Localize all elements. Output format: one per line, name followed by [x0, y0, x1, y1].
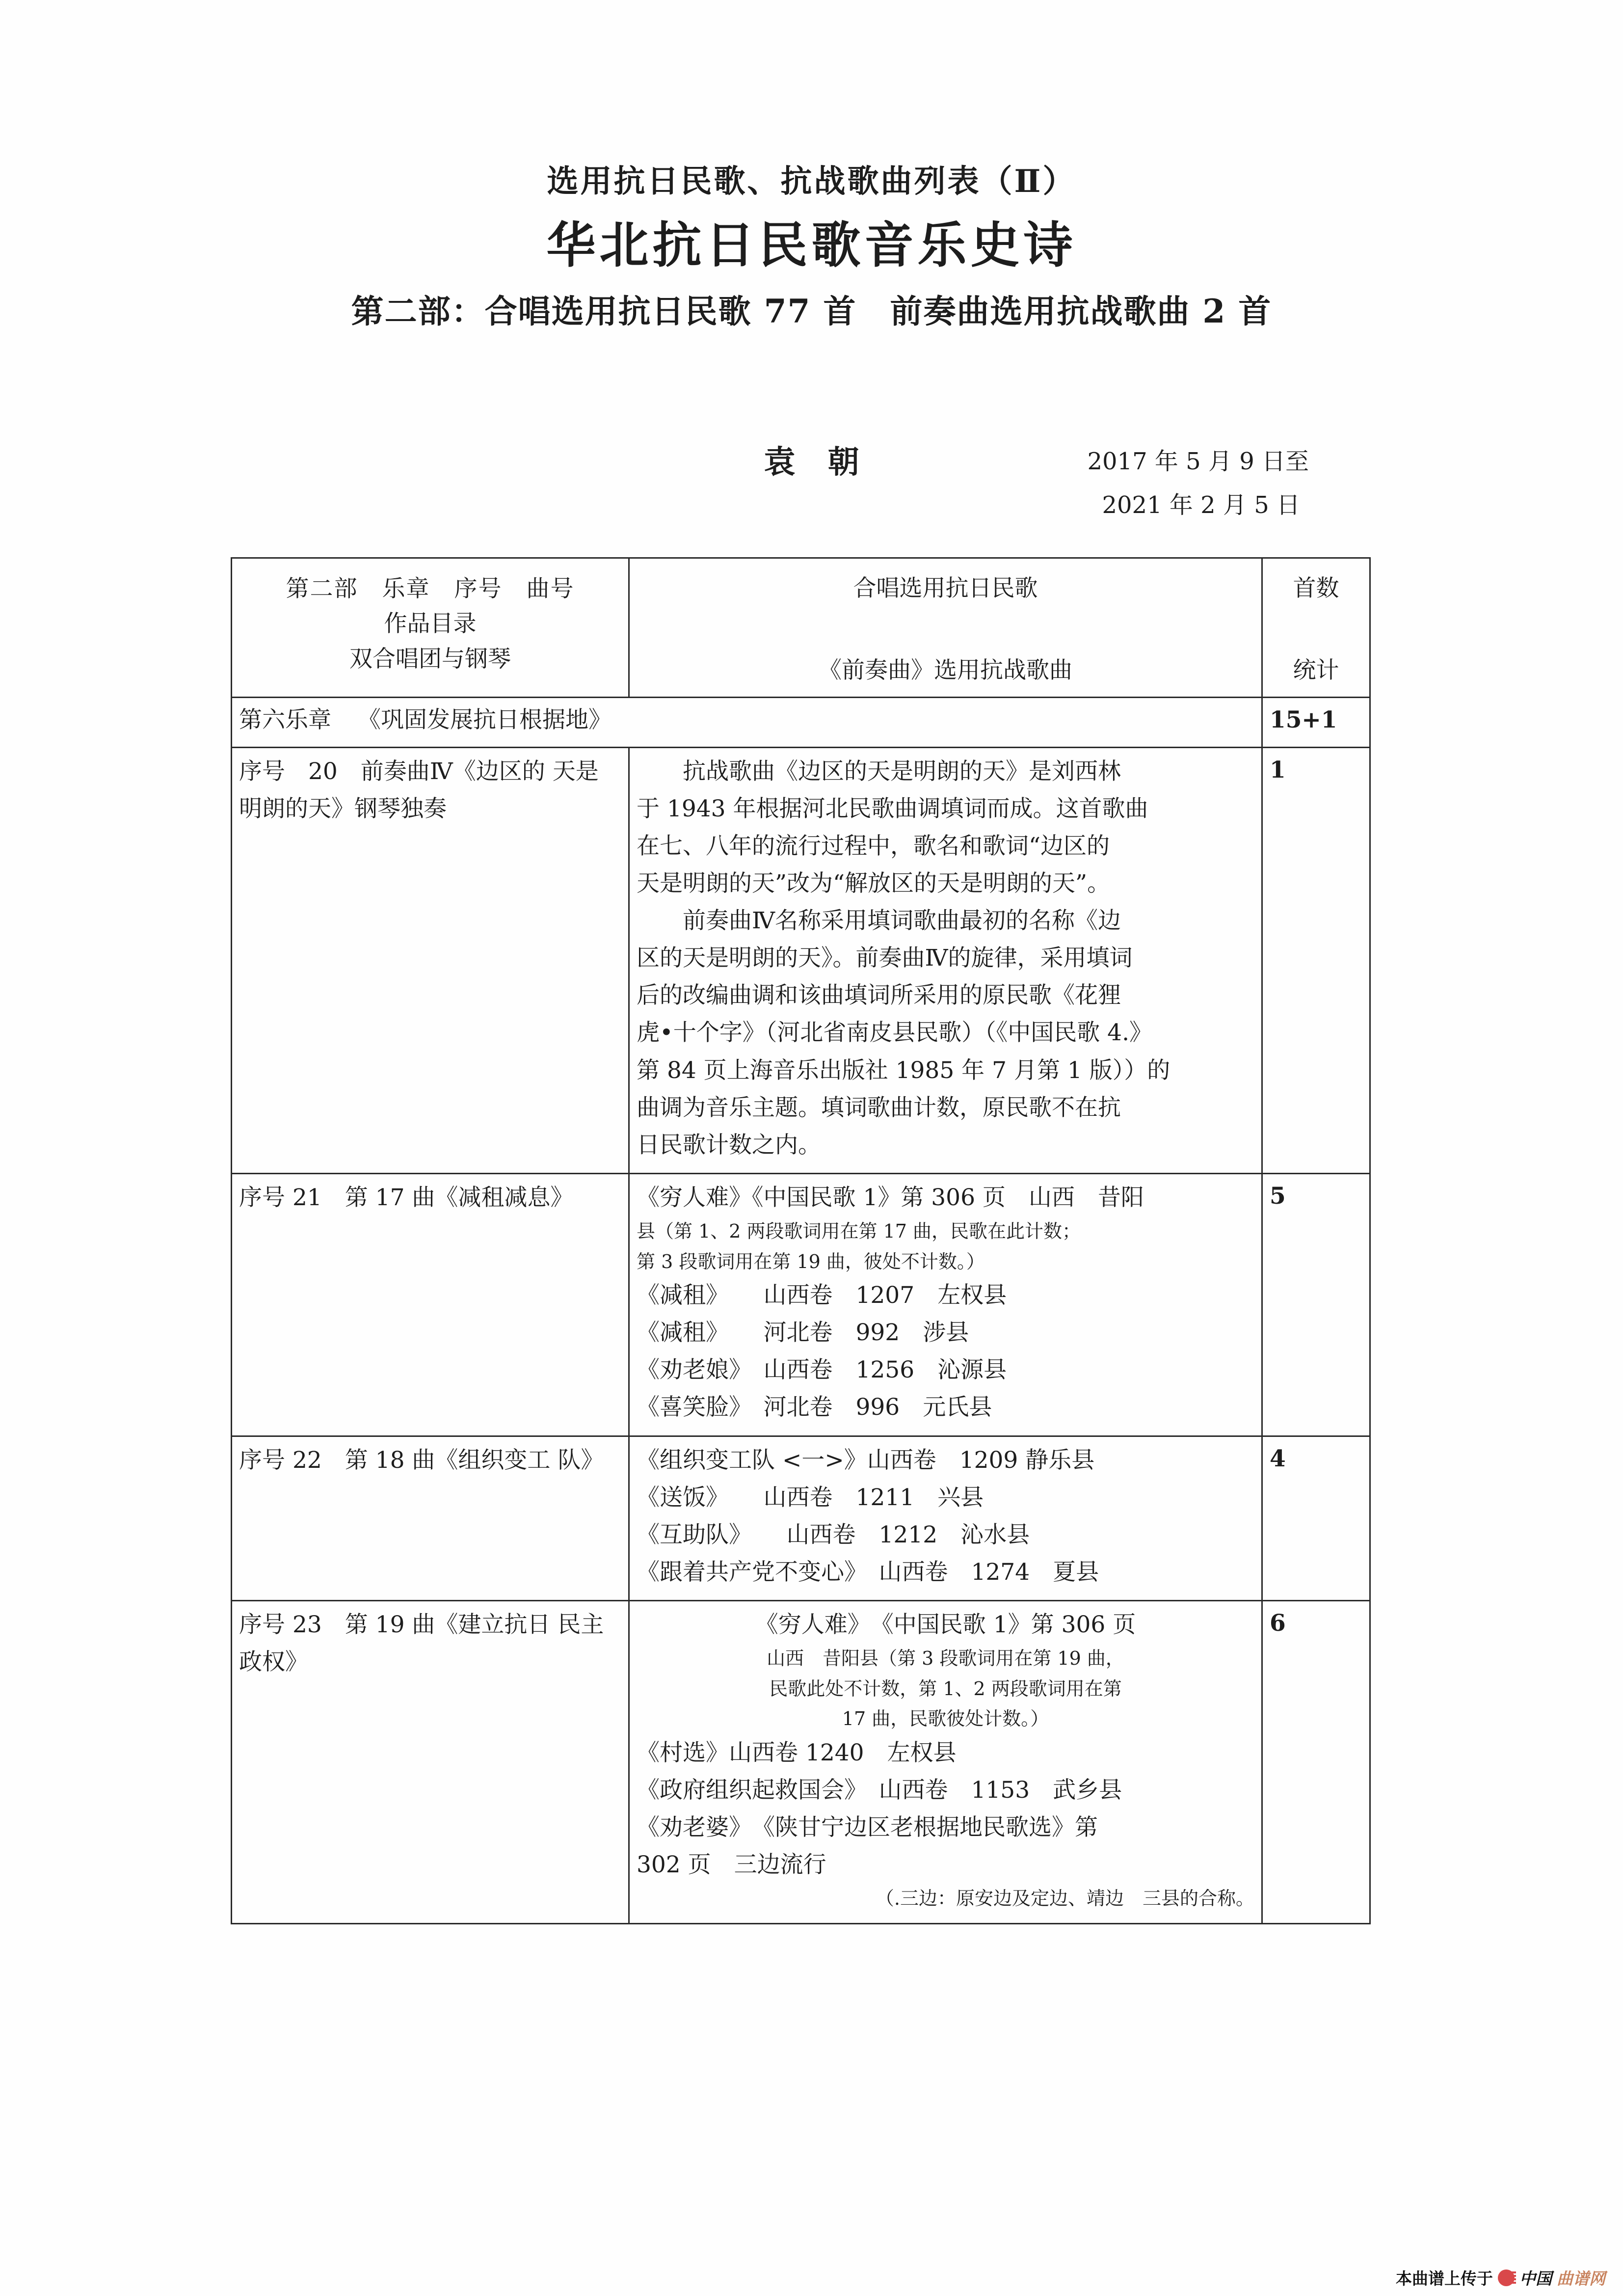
row-count-cell — [1262, 1601, 1370, 1924]
paragraph-line: 后的改编曲调和该曲填词所采用的原民歌《花狸 — [637, 982, 1121, 1009]
header-count-spacer — [1270, 606, 1362, 653]
header-count-line2: 统计 — [1293, 656, 1339, 684]
song-entry: 《喜笑脸》 河北卷 996 元氏县 — [637, 1394, 992, 1421]
paragraph-line: 在七、八年的流行过程中，歌名和歌词“边区的 — [637, 832, 1110, 860]
row-catalog-cell — [232, 747, 629, 1173]
row-content-cell — [629, 1173, 1262, 1436]
header-part-description: 第二部：合唱选用抗日民歌 77 首 前奏曲选用抗战歌曲 2 首 — [351, 292, 1272, 330]
paragraph-line: 第 84 页上海音乐出版社 1985 年 7 月第 1 版））的 — [637, 1056, 1171, 1084]
logo-icon — [1498, 2269, 1515, 2286]
song-entry: 《组织变工队 <一>》山西卷 1209 静乐县 — [637, 1446, 1095, 1474]
row-count: 1 — [1270, 756, 1286, 783]
document-header — [0, 162, 1623, 332]
song-entry: 《政府组织起救国会》 山西卷 1153 武乡县 — [637, 1776, 1122, 1804]
header-catalog-line1: 第二部 乐章 序号 曲号 — [286, 575, 575, 602]
row-count-cell — [1262, 1436, 1370, 1601]
watermark-brand-primary: 中国 — [1519, 2269, 1552, 2288]
song-entry: 《穷人难》 《中国民歌 1》第 306 页 — [755, 1611, 1136, 1639]
catalog-line: 民主政权》 — [239, 1611, 604, 1676]
row-catalog-cell — [232, 1173, 629, 1436]
song-entry-note: 民歌此处不计数，第 1、2 两段歌词用在第 — [769, 1677, 1122, 1700]
row-content-cell — [629, 1601, 1262, 1924]
song-entry-note: 山西 昔阳县（第 3 段歌词用在第 19 曲， — [767, 1648, 1124, 1670]
catalog-line: 序号 22 第 18 曲《组织变工 — [239, 1446, 551, 1474]
header-count-line1: 首数 — [1293, 575, 1339, 602]
table-row — [232, 1173, 1370, 1436]
movement-row — [232, 698, 1370, 748]
watermark-brand-secondary: 曲谱网 — [1557, 2269, 1605, 2288]
paragraph-line: 前奏曲Ⅳ名称采用填词歌曲最初的名称《边 — [683, 907, 1121, 934]
header-cell-count — [1262, 558, 1370, 698]
song-entry: 《互助队》 山西卷 1212 沁水县 — [637, 1521, 1030, 1548]
catalog-line: 队》 — [558, 1446, 604, 1474]
song-entry: 302 页 三边流行 — [637, 1851, 826, 1879]
paragraph-line: 区的天是明朗的天》。前奏曲Ⅳ的旋律，采用填词 — [637, 945, 1133, 972]
header-cell-songs — [629, 558, 1262, 698]
header-spacer — [637, 606, 1254, 653]
catalog-line: 序号 21 第 17 曲《减租减息》 — [239, 1184, 574, 1211]
song-list-table — [231, 557, 1371, 1924]
song-entry-note: 第 3 段歌词用在第 19 曲，彼处不计数。） — [637, 1250, 985, 1272]
movement-cell — [232, 698, 1262, 748]
author-name: 袁 朝 — [764, 444, 870, 481]
row-count: 4 — [1270, 1445, 1286, 1472]
table-row — [232, 1601, 1370, 1924]
movement-label: 第六乐章 — [239, 706, 331, 733]
date-to: 2021 年 2 月 5 日 — [1102, 491, 1300, 519]
byline-row — [0, 437, 1623, 545]
catalog-line: 天是明朗的天》钢琴独奏 — [239, 757, 599, 822]
row-count: 5 — [1270, 1182, 1286, 1210]
row-count-cell — [1262, 747, 1370, 1173]
date-from: 2017 年 5 月 9 日至 — [1087, 448, 1309, 475]
paragraph — [637, 753, 1254, 903]
watermark-prefix: 本曲谱上传于 — [1396, 2269, 1493, 2288]
table-row — [232, 747, 1370, 1173]
song-entry: 《减租》 河北卷 992 涉县 — [637, 1319, 969, 1347]
row-count: 6 — [1270, 1610, 1286, 1637]
header-catalog-line2: 作品目录 — [384, 610, 477, 638]
song-entry: 《跟着共产党不变心》 山西卷 1274 夏县 — [637, 1558, 1099, 1586]
song-entry: 《送饭》 山西卷 1211 兴县 — [637, 1484, 984, 1511]
header-subtitle-list: 选用抗日民歌、抗战歌曲列表（Ⅱ） — [547, 163, 1076, 200]
row-count-cell — [1262, 1173, 1370, 1436]
song-entry: 《劝老娘》 山西卷 1256 沁源县 — [637, 1356, 1007, 1384]
header-songs-line1: 合唱选用抗日民歌 — [853, 575, 1038, 602]
song-entry-footnote: （.三边：原安边及定边、靖边 三县的合称。 — [875, 1888, 1254, 1910]
date-range — [1087, 440, 1309, 527]
song-entry-note: 17 曲，民歌彼处计数。） — [842, 1708, 1049, 1730]
row-content-cell — [629, 1436, 1262, 1601]
row-catalog-cell — [232, 1601, 629, 1924]
catalog-line: 序号 20 前奏曲Ⅳ《边区的 — [239, 757, 545, 785]
document-main-title: 华北抗日民歌音乐史诗 — [546, 216, 1077, 274]
catalog-line: 序号 23 第 19 曲《建立抗日 — [239, 1611, 551, 1639]
paragraph — [637, 902, 1254, 1164]
header-songs-line2: 《前奏曲》选用抗战歌曲 — [819, 656, 1072, 684]
row-catalog-cell — [232, 1436, 629, 1601]
paragraph-line: 于 1943 年根据河北民歌曲调填词而成。这首歌曲 — [637, 795, 1148, 822]
movement-count-cell — [1262, 698, 1370, 748]
table-header-row — [232, 558, 1370, 698]
header-cell-catalog — [232, 558, 629, 698]
movement-count: 15+1 — [1270, 706, 1337, 733]
table-row — [232, 1436, 1370, 1601]
song-entry: 《减租》 山西卷 1207 左权县 — [637, 1282, 1007, 1309]
song-entry: 《劝老婆》 《陕甘宁边区老根据地民歌选》第 — [637, 1814, 1098, 1841]
paragraph-line: 日民歌计数之内。 — [637, 1131, 821, 1159]
song-entry: 《穷人难》《中国民歌 1》第 306 页 山西 昔阳 — [637, 1184, 1144, 1211]
header-catalog-line3: 双合唱团与钢琴 — [349, 645, 511, 673]
song-entry: 《村选》山西卷 1240 左权县 — [637, 1739, 957, 1766]
paragraph-line: 天是明朗的天”改为“解放区的天是明朗的天”。 — [637, 869, 1111, 897]
paragraph-line: 抗战歌曲《边区的天是明朗的天》是刘西林 — [683, 757, 1121, 785]
paragraph-line: 虎•十个字》（河北省南皮县民歌）（《中国民歌 4.》 — [637, 1019, 1153, 1047]
movement-title: 《巩固发展抗日根据地》 — [358, 706, 612, 733]
site-watermark — [1396, 2266, 1605, 2289]
paragraph-line: 曲调为音乐主题。填词歌曲计数，原民歌不在抗 — [637, 1094, 1121, 1121]
row-content-cell — [629, 747, 1262, 1173]
song-entry-note: 县（第 1、2 两段歌词用在第 17 曲，民歌在此计数； — [637, 1220, 1081, 1242]
